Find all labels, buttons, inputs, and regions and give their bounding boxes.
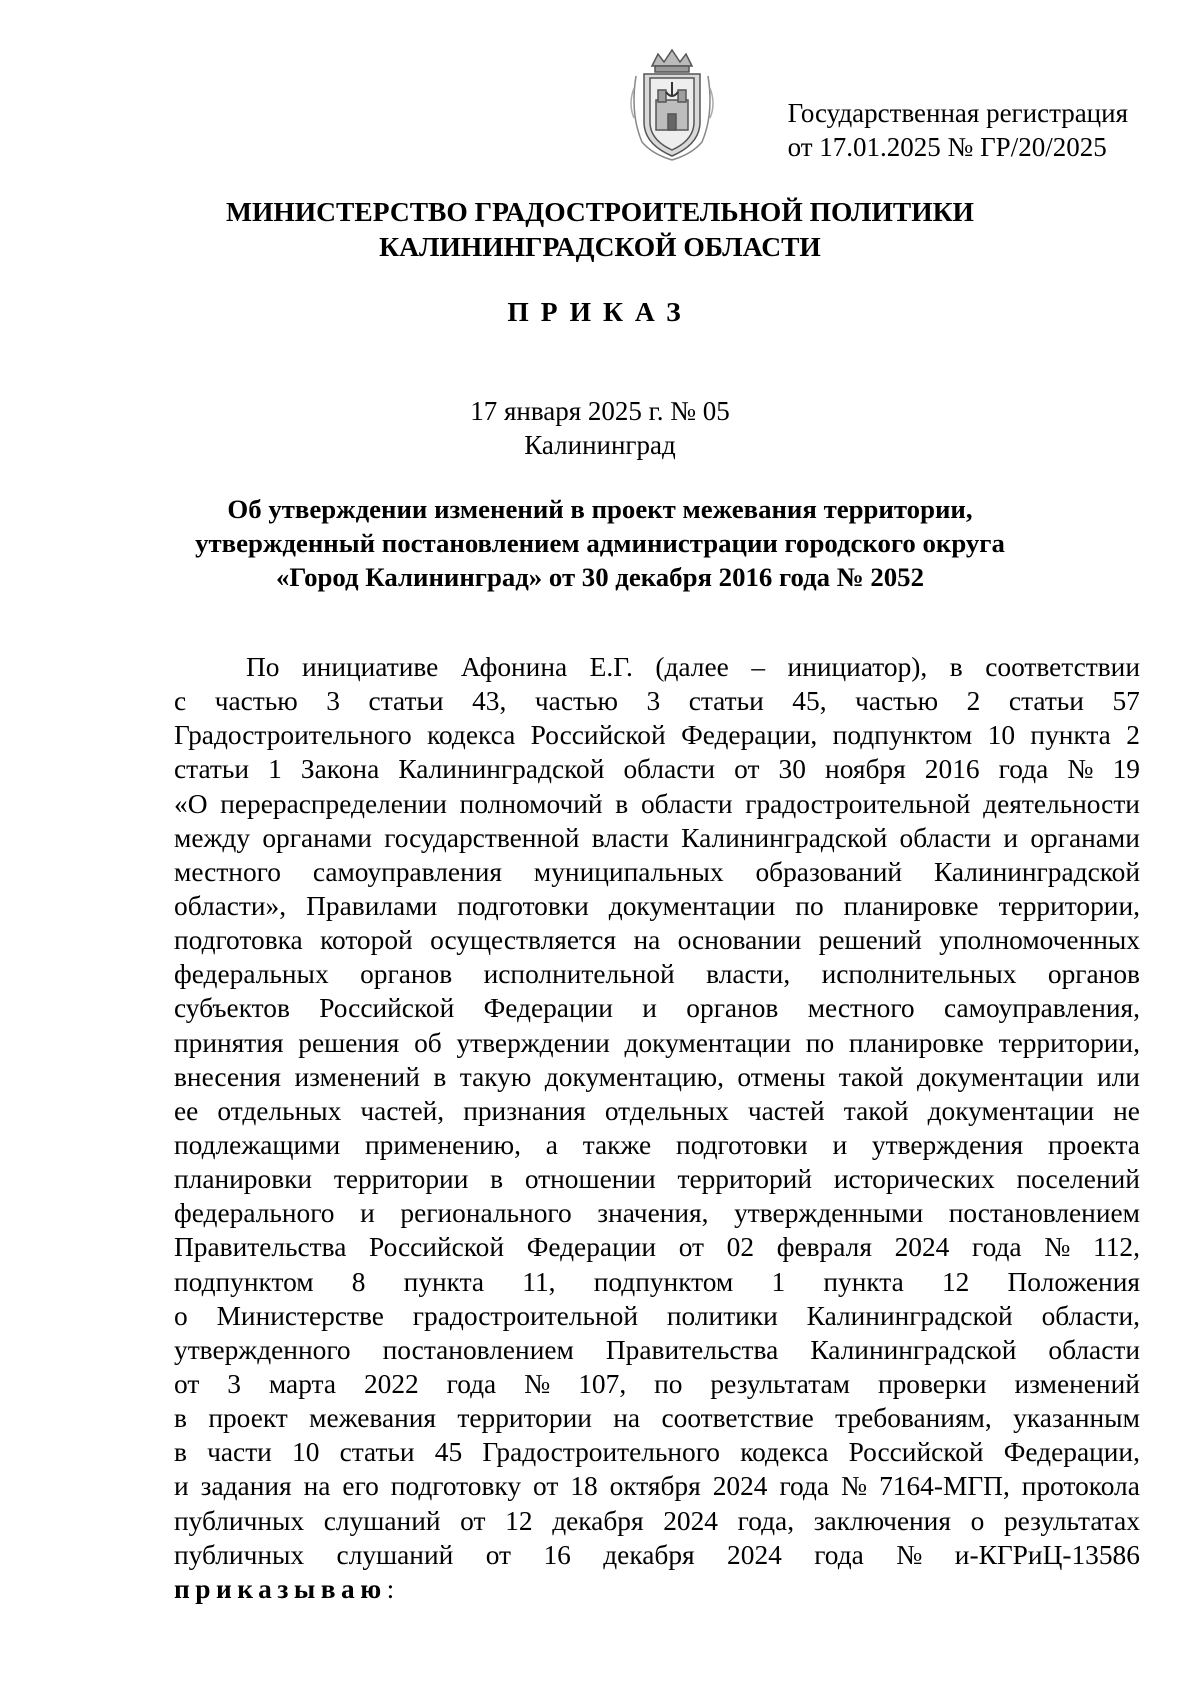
body-word: ее: [174, 1095, 199, 1126]
body-word: или: [1096, 1061, 1140, 1092]
body-word: органов: [686, 993, 779, 1024]
body-word: Федерации,: [681, 720, 818, 751]
registration-line-1: Государственная регистрация: [787, 98, 1128, 128]
body-line: [174, 889, 1140, 923]
body-word: от: [174, 1368, 200, 1399]
body-word: 12: [941, 1266, 970, 1297]
body-word: власти,: [706, 959, 791, 990]
body-word: межевания: [309, 1403, 437, 1434]
body-word: по: [805, 1027, 835, 1058]
body-word: от: [734, 754, 760, 785]
body-word: 16: [543, 1539, 571, 1570]
body-word: самоуправления: [312, 856, 502, 887]
body-word: планировке: [843, 890, 979, 921]
body-word: 12: [505, 1505, 533, 1536]
body-word: полномочий: [459, 788, 603, 819]
body-word: утвержденными: [734, 1198, 924, 1229]
body-word: и-КГРиЦ-13586: [954, 1539, 1140, 1570]
body-word: 2024: [727, 1539, 782, 1570]
body-word: субъектов: [174, 993, 290, 1024]
ministry-line-1: МИНИСТЕРСТВО ГРАДОСТРОИТЕЛЬНОЙ ПОЛИТИКИ: [226, 196, 974, 227]
body-word: муниципальных: [533, 856, 724, 887]
body-word: 1: [268, 754, 282, 785]
body-word: 3: [646, 686, 661, 717]
body-line: [174, 1538, 1140, 1572]
body-word: политики: [666, 1300, 778, 1331]
body-line: [174, 684, 1140, 718]
body-line: [174, 650, 1140, 684]
body-word: частью: [855, 686, 939, 717]
body-word: в: [433, 1061, 447, 1092]
body-word: частей: [747, 1095, 825, 1126]
body-line: [174, 1401, 1140, 1435]
body-word: органов: [360, 959, 453, 990]
body-word: частей,: [360, 1095, 445, 1126]
body-line: [174, 1435, 1140, 1469]
body-word: документации: [608, 890, 776, 921]
body-word: частью: [534, 686, 618, 717]
body-word: заключения: [813, 1505, 951, 1536]
body-word: частью: [214, 686, 298, 717]
body-line: [174, 1162, 1140, 1196]
body-word: 3: [227, 1368, 241, 1399]
body-word: деятельности: [983, 788, 1140, 819]
body-word: статьи: [368, 686, 444, 717]
body-word: 8: [351, 1266, 366, 1297]
body-word: между: [174, 822, 251, 853]
ministry-name: [0, 194, 1200, 264]
body-word: исполнительной: [483, 959, 675, 990]
body-word: 2: [966, 686, 981, 717]
body-line: [174, 1026, 1140, 1060]
body-line: [174, 1196, 1140, 1230]
body-word: подпунктом: [593, 1266, 734, 1297]
body-word: документации: [927, 1095, 1095, 1126]
body-word: решений: [818, 925, 922, 956]
body-word: территории,: [998, 1027, 1140, 1058]
body-word: области,: [1041, 1300, 1140, 1331]
body-word: статьи: [688, 686, 764, 717]
body-word: Министерстве: [216, 1300, 384, 1331]
body-word: Калининградской: [681, 822, 888, 853]
body-word: соответствии: [985, 652, 1140, 682]
body-word: территории,: [998, 890, 1140, 921]
body-word: градостроительной: [412, 1300, 639, 1331]
order-date-block: [0, 394, 1200, 462]
body-word: По: [246, 652, 280, 682]
body-word: указанным: [1013, 1403, 1140, 1434]
body-word: от: [485, 1539, 512, 1570]
body-word: 19: [1112, 754, 1140, 785]
body-word: марта: [268, 1368, 336, 1399]
body-word: года: [972, 1232, 1022, 1263]
body-word: «О: [174, 788, 208, 819]
body-word: органами: [262, 822, 372, 853]
body-word: пункта: [403, 1266, 485, 1297]
body-word: октября: [609, 1471, 701, 1502]
body-word: в: [490, 1164, 504, 1195]
body-word: области»,: [174, 890, 287, 921]
body-word: инициатор),: [787, 652, 928, 682]
body-word: проверки: [877, 1368, 987, 1399]
body-word: документации: [624, 1027, 792, 1058]
body-line: [174, 821, 1140, 855]
body-word: планировке: [848, 1027, 984, 1058]
body-word: года: [779, 1471, 830, 1502]
body-line: [174, 718, 1140, 752]
body-word: 45: [434, 1437, 463, 1468]
body-word: от: [678, 1232, 705, 1263]
body-word: изменений: [1014, 1368, 1140, 1399]
body-word: федеральных: [174, 959, 329, 990]
state-registration: [788, 96, 1128, 164]
body-word: утвержденного: [174, 1334, 351, 1365]
body-word: Афонина: [460, 652, 568, 682]
body-word: территории: [333, 1164, 469, 1195]
body-word: 57: [1112, 686, 1140, 717]
body-word: территорий: [677, 1164, 812, 1195]
body-word: местного: [174, 856, 281, 887]
body-word: на: [613, 1403, 641, 1434]
body-word: Российской: [369, 1232, 505, 1263]
closing-line: [174, 1572, 1140, 1606]
body-word: ноября: [825, 754, 906, 785]
body-word: пункта: [1030, 720, 1111, 751]
body-line: [174, 991, 1140, 1025]
body-word: Российской: [848, 1437, 984, 1468]
body-word: изменений: [294, 1061, 420, 1092]
body-word: года: [998, 754, 1049, 785]
body-word: а: [545, 1129, 558, 1160]
body-word: поселений: [1016, 1164, 1140, 1195]
body-word: Калининградской: [933, 856, 1140, 887]
body-word: 10: [987, 720, 1016, 751]
body-word: протокола: [1021, 1471, 1140, 1502]
body-line: [174, 752, 1140, 786]
body-word: декабря: [552, 1505, 644, 1536]
body-line: [174, 1265, 1140, 1299]
body-word: слушаний: [336, 1539, 454, 1570]
body-word: публичных: [174, 1505, 305, 1536]
body-word: подготовки: [457, 890, 589, 921]
body-word: отношении: [524, 1164, 656, 1195]
body-word: кодекса: [427, 720, 516, 751]
body-word: органами: [1030, 822, 1140, 853]
registration-line-2: от 17.01.2025 № ГР/20/2025: [787, 132, 1107, 162]
body-word: планировки: [174, 1164, 313, 1195]
body-word: отдельных: [217, 1095, 342, 1126]
document-type-title: ПРИКАЗ: [507, 296, 693, 327]
body-word: №: [840, 1471, 868, 1502]
body-word: такую: [459, 1061, 532, 1092]
order-city: Калининград: [524, 430, 676, 460]
body-word: Федерации: [483, 993, 613, 1024]
body-word: слушаний: [323, 1505, 441, 1536]
subject-line-1: Об утверждении изменений в проект межевания территории,: [227, 494, 973, 524]
body-line: [174, 1367, 1140, 1401]
body-word: на: [303, 1471, 331, 1502]
body-word: статьи: [1008, 686, 1084, 717]
closing-punct: :: [386, 1573, 395, 1604]
body-word: с: [174, 686, 187, 717]
body-word: Федерации,: [1003, 1437, 1140, 1468]
body-word: и: [1003, 822, 1019, 853]
body-word: подлежащими: [174, 1129, 341, 1160]
body-word: от: [533, 1471, 559, 1502]
body-word: февраля: [776, 1232, 872, 1263]
body-word: года: [446, 1368, 497, 1399]
body-line: [174, 1128, 1140, 1162]
body-word: Е.Г.: [589, 652, 633, 682]
body-line: [174, 1060, 1140, 1094]
body-word: самоуправления,: [943, 993, 1140, 1024]
body-word: декабря: [603, 1539, 695, 1570]
body-word: постановлением: [948, 1198, 1140, 1229]
body-word: №: [524, 1368, 551, 1399]
body-word: пункта: [823, 1266, 904, 1297]
body-word: области: [623, 754, 716, 785]
body-word: требованиям,: [835, 1403, 992, 1434]
body-word: основании: [677, 925, 802, 956]
body-word: власти: [591, 822, 669, 853]
body-word: уполномоченных: [939, 925, 1140, 956]
order-subject: [0, 492, 1200, 594]
body-word: Правительства: [174, 1232, 347, 1263]
body-word: его: [342, 1471, 379, 1502]
body-word: применению,: [364, 1129, 521, 1160]
body-word: о: [174, 1300, 188, 1331]
body-word: значения,: [597, 1198, 709, 1229]
body-word: статьи: [339, 1437, 415, 1468]
body-word: года: [814, 1539, 864, 1570]
body-word: которой: [320, 925, 413, 956]
body-word: Российской: [530, 720, 666, 751]
body-line: [174, 957, 1140, 991]
body-word: подпунктом: [174, 1266, 314, 1297]
body-word: об: [414, 1027, 442, 1058]
body-word: и: [832, 1129, 848, 1160]
body-word: №: [1067, 754, 1094, 785]
body-line: [174, 1469, 1140, 1503]
body-word: подготовка: [174, 925, 303, 956]
body-word: территории: [457, 1403, 592, 1434]
body-word: Положения: [1007, 1266, 1140, 1297]
body-word: образований: [755, 856, 903, 887]
body-word: внесения: [174, 1061, 281, 1092]
body-word: Российской: [319, 993, 455, 1024]
body-word: задания: [200, 1471, 292, 1502]
body-word: проект: [208, 1403, 288, 1434]
body-word: такой: [843, 1095, 909, 1126]
body-word: области: [1048, 1334, 1140, 1365]
body-word: исторических: [833, 1164, 995, 1195]
body-word: государственной: [384, 822, 580, 853]
body-word: постановлением: [382, 1334, 574, 1365]
body-word: в: [949, 652, 963, 682]
body-word: в: [174, 1403, 187, 1434]
body-word: инициативе: [302, 652, 439, 682]
body-word: решения: [298, 1027, 400, 1058]
body-line: [174, 1333, 1140, 1367]
body-word: подготовку: [390, 1471, 522, 1502]
order-date-number: 17 января 2025 г. № 05: [470, 396, 730, 426]
body-word: результатах: [1003, 1505, 1140, 1536]
body-word: отмены: [737, 1061, 826, 1092]
body-line: [174, 1299, 1140, 1333]
body-word: 45,: [792, 686, 827, 717]
body-word: соответствие: [661, 1403, 814, 1434]
body-word: Правилами: [306, 890, 438, 921]
body-word: подготовки: [676, 1129, 808, 1160]
body-word: 2024: [894, 1232, 950, 1263]
body-word: местного: [807, 993, 915, 1024]
body-line: [174, 1094, 1140, 1128]
body-word: результатам: [710, 1368, 850, 1399]
body-word: 7164-МГП,: [879, 1471, 1010, 1502]
body-word: Градостроительного: [174, 720, 412, 751]
body-word: 2022: [363, 1368, 419, 1399]
body-word: подпунктом: [832, 720, 973, 751]
ministry-line-2: КАЛИНИНГРАДСКОЙ ОБЛАСТИ: [379, 231, 821, 262]
body-word: перераспределении: [220, 788, 447, 819]
body-word: и: [360, 1198, 375, 1229]
body-word: 1: [771, 1266, 786, 1297]
body-word: документацию,: [544, 1061, 724, 1092]
body-word: публичных: [174, 1539, 305, 1570]
body-word: Правительства: [605, 1334, 779, 1365]
coat-of-arms-icon: [622, 44, 722, 164]
closing-word: приказываю: [174, 1573, 387, 1604]
body-word: области: [899, 822, 992, 853]
subject-line-3: «Город Калининград» от 30 декабря 2016 года № 2052: [276, 562, 924, 592]
body-word: органов: [1047, 959, 1140, 990]
body-word: 30: [778, 754, 806, 785]
body-word: 107,: [578, 1368, 627, 1399]
body-word: №: [896, 1539, 923, 1570]
body-word: от: [460, 1505, 486, 1536]
body-line: [174, 1504, 1140, 1538]
body-word: Закона: [300, 754, 380, 785]
body-word: Градостроительного: [482, 1437, 721, 1468]
body-word: на: [633, 925, 661, 956]
body-word: Калининградской: [806, 1300, 1013, 1331]
body-word: 43,: [472, 686, 507, 717]
body-word: 2024: [712, 1471, 768, 1502]
body-word: №: [1044, 1232, 1071, 1263]
body-word: (далее: [655, 652, 729, 682]
body-word: –: [751, 652, 766, 682]
body-word: проекта: [1047, 1129, 1140, 1160]
order-body-text: [174, 650, 1140, 1606]
body-word: части: [207, 1437, 272, 1468]
body-word: кодекса: [740, 1437, 829, 1468]
body-line: [174, 923, 1140, 957]
body-word: года,: [737, 1505, 795, 1536]
body-word: регионального: [400, 1198, 572, 1229]
body-word: градостроительной: [745, 788, 971, 819]
body-line: [174, 855, 1140, 889]
body-word: в: [615, 788, 629, 819]
body-word: исполнительных: [821, 959, 1017, 990]
body-word: 2024: [663, 1505, 718, 1536]
body-word: Калининградской: [398, 754, 605, 785]
body-word: 18: [570, 1471, 598, 1502]
body-word: 11,: [522, 1266, 556, 1297]
body-word: 2: [1126, 720, 1140, 751]
body-word: документации: [916, 1061, 1084, 1092]
subject-line-2: утвержденный постановлением администрации городского округа: [195, 528, 1005, 558]
body-word: 112,: [1093, 1232, 1140, 1263]
body-word: 3: [326, 686, 340, 717]
body-word: 02: [726, 1232, 755, 1263]
body-word: о: [970, 1505, 985, 1536]
body-word: статьи: [174, 754, 250, 785]
body-word: утверждения: [871, 1129, 1024, 1160]
body-word: Федерации: [526, 1232, 657, 1263]
body-word: 10: [292, 1437, 320, 1468]
body-word: признания: [463, 1095, 586, 1126]
body-line: [174, 787, 1140, 821]
body-word: по: [654, 1368, 683, 1399]
body-word: Калининградской: [810, 1334, 1017, 1365]
body-word: в: [174, 1437, 187, 1468]
body-word: отдельных: [604, 1095, 729, 1126]
body-word: не: [1113, 1095, 1140, 1126]
body-word: такой: [838, 1061, 904, 1092]
body-word: утверждении: [456, 1027, 610, 1058]
body-word: и: [174, 1471, 189, 1502]
body-word: области: [640, 788, 733, 819]
body-word: также: [582, 1129, 652, 1160]
body-word: осуществляется: [430, 925, 617, 956]
body-word: федерального: [174, 1198, 335, 1229]
body-word: принятия: [174, 1027, 284, 1058]
body-word: по: [795, 890, 824, 921]
body-word: 2016: [924, 754, 980, 785]
body-word: и: [642, 993, 657, 1024]
body-line: [174, 1230, 1140, 1264]
